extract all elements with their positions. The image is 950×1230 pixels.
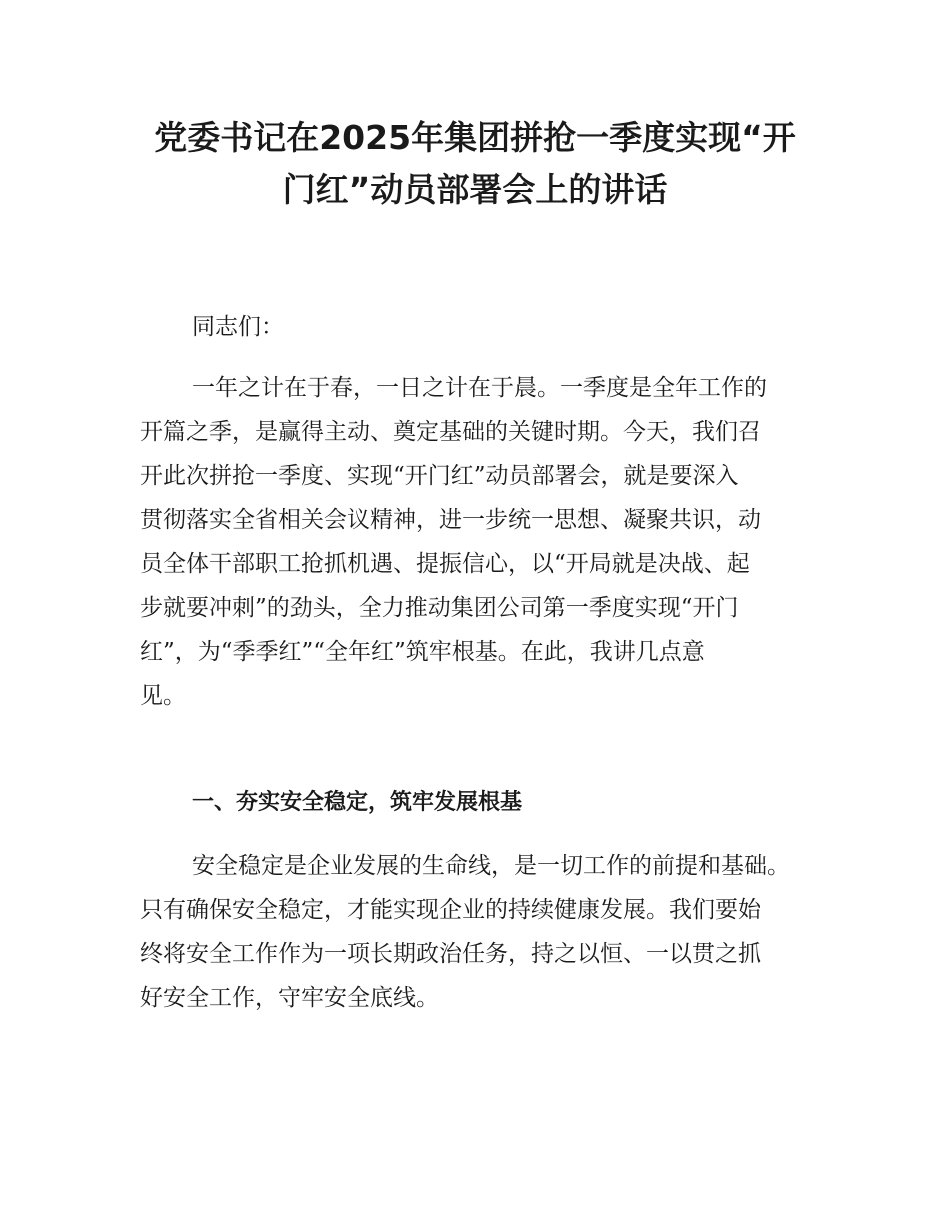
paragraph-line: 安全稳定是企业发展的生命线，是一切工作的前提和基础。	[192, 853, 790, 879]
paragraph-line: 红”，为“季季红”“全年红”筑牢根基。在此，我讲几点意	[140, 639, 705, 665]
salutation: 同志们：	[192, 314, 284, 340]
paragraph-line: 只有确保安全稳定，才能实现企业的持续健康发展。我们要始	[140, 897, 761, 923]
paragraph-line: 终将安全工作作为一项长期政治任务，持之以恒、一以贯之抓	[140, 941, 761, 967]
paragraph-line: 开此次拼抢一季度、实现“开门红”动员部署会，就是要深入	[140, 463, 739, 489]
document-title	[120, 112, 830, 216]
title-line: 门红”动员部署会上的讲话	[282, 170, 668, 209]
paragraph-line: 开篇之季，是赢得主动、奠定基础的关键时期。今天，我们召	[140, 419, 761, 445]
paragraph-line: 一年之计在于春，一日之计在于晨。一季度是全年工作的	[192, 375, 767, 401]
paragraph-line: 员全体干部职工抢抓机遇、提振信心，以“开局就是决战、起	[140, 551, 750, 577]
title-line: 党委书记在2025年集团拼抢一季度实现“开	[154, 118, 796, 157]
paragraph-line: 见。	[140, 683, 186, 709]
paragraph-safety	[140, 844, 820, 1020]
paragraph-line: 步就要冲刺”的劲头，全力推动集团公司第一季度实现“开门	[140, 595, 739, 621]
paragraph-intro	[140, 366, 820, 718]
paragraph-line: 好安全工作，守牢安全底线。	[140, 985, 439, 1011]
section-heading: 一、夯实安全稳定，筑牢发展根基	[192, 790, 523, 815]
paragraph-line: 贯彻落实全省相关会议精神，进一步统一思想、凝聚共识，动	[140, 507, 761, 533]
